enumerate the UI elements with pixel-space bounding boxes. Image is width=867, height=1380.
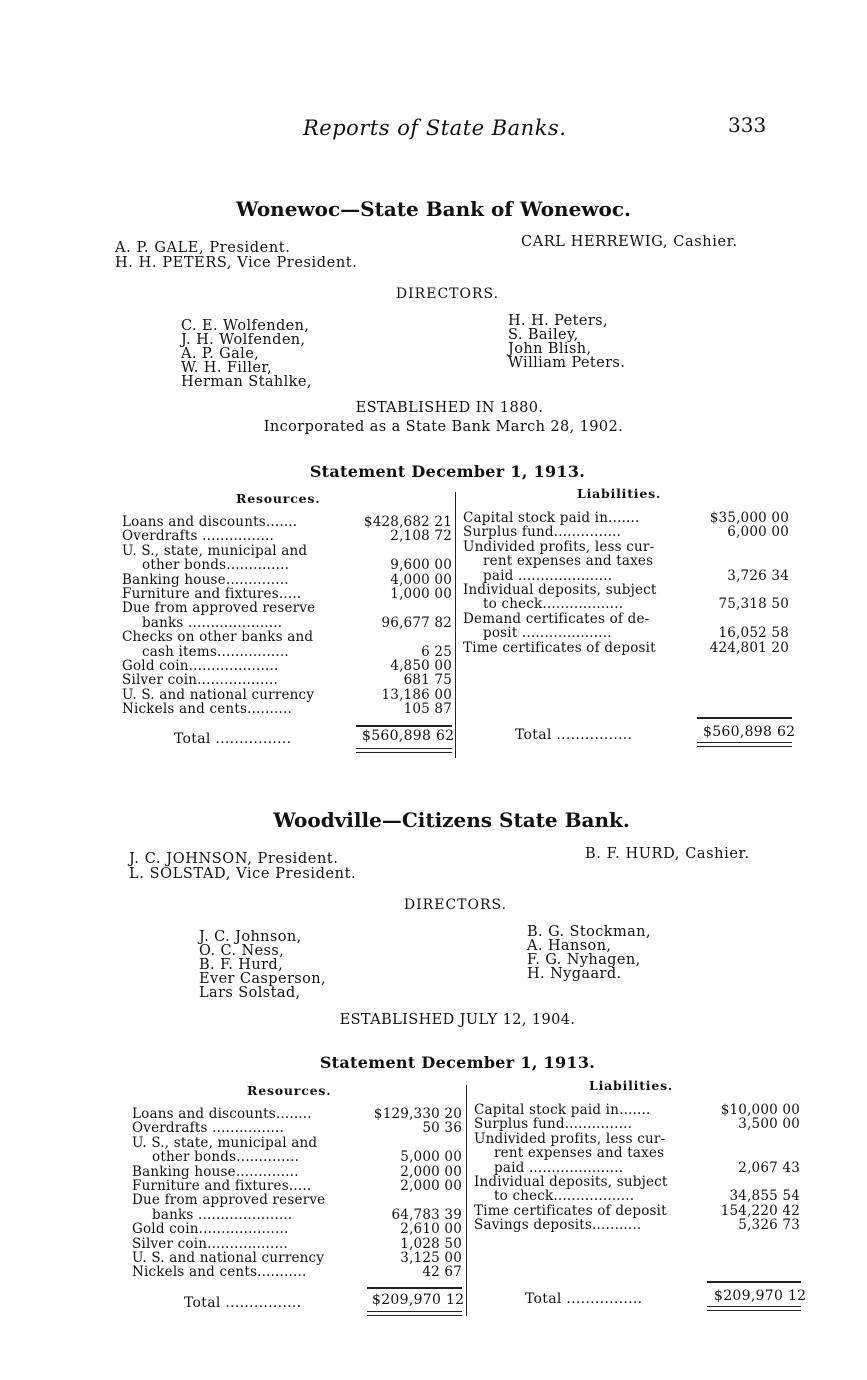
table-row [474, 1146, 800, 1160]
item-label: Furniture and fixtures..... [132, 1177, 312, 1194]
table-row [474, 1204, 800, 1218]
item-amount: 2,000 00 [400, 1163, 462, 1180]
directors-right-list [508, 314, 625, 370]
table-row [132, 1251, 462, 1265]
item-label: Banking house.............. [122, 571, 289, 588]
table-row [132, 1193, 462, 1207]
director: F. G. Nyhagen, [527, 952, 641, 968]
item-label: Banking house.............. [132, 1163, 299, 1180]
item-label: Nickels and cents.......... [122, 701, 292, 718]
double-rule [356, 752, 452, 753]
table-row [122, 673, 452, 687]
table-row [122, 544, 452, 558]
item-label: Furniture and fixtures..... [122, 585, 302, 602]
double-rule [707, 1310, 801, 1311]
item-amount: 34,855 54 [729, 1188, 800, 1205]
item-amount: 424,801 20 [709, 639, 789, 656]
table-row [122, 529, 452, 543]
item-amount: 105 87 [403, 701, 452, 718]
item-amount: 75,318 50 [718, 596, 789, 613]
table-row [122, 702, 452, 716]
director: J. C. Johnson, [199, 929, 302, 945]
established-note: ESTABLISHED JULY 12, 1904. [339, 1012, 576, 1028]
item-label: other bonds.............. [152, 1149, 300, 1166]
item-amount: $35,000 00 [709, 510, 789, 526]
director: W. H. Filler, [181, 360, 273, 376]
table-row [132, 1136, 462, 1150]
item-amount: $129,330 20 [373, 1106, 462, 1122]
director: J. H. Wolfenden, [181, 332, 306, 348]
item-label: U. S., state, municipal and [132, 1134, 318, 1151]
director: C. E. Wolfenden, [181, 318, 310, 334]
table-row [463, 540, 789, 554]
total-resources: $560,898 62 [362, 728, 455, 744]
table-row [474, 1175, 800, 1189]
sum-rule [697, 717, 792, 719]
item-label: paid ..................... [483, 567, 613, 584]
cashier: CARL HERREWIG, Cashier. [521, 234, 738, 250]
item-amount: 16,052 58 [718, 625, 789, 642]
item-amount: 154,220 42 [720, 1202, 800, 1219]
item-amount: 2,610 00 [400, 1221, 462, 1238]
item-label: rent expenses and taxes [494, 1145, 665, 1162]
directors-heading: DIRECTORS. [403, 897, 508, 913]
item-amount: 6,000 00 [727, 524, 789, 541]
item-label: Gold coin.................... [132, 1221, 289, 1238]
item-amount: $428,682 21 [363, 514, 452, 530]
resources-heading: Resources. [247, 1083, 332, 1098]
table-row [132, 1179, 462, 1193]
item-amount: 13,186 00 [381, 686, 452, 703]
item-label: rent expenses and taxes [483, 553, 654, 570]
item-label: Time certificates of deposit [463, 639, 656, 656]
total-liabilities-label [525, 1291, 642, 1307]
item-label: Undivided profits, less cur- [463, 538, 655, 555]
double-rule [697, 742, 792, 743]
item-label: Due from approved reserve [122, 600, 316, 617]
item-amount: 4,850 00 [390, 657, 452, 674]
running-title: Reports of State Banks. [303, 116, 567, 140]
directors-left-list [199, 930, 326, 1000]
item-label: banks ..................... [142, 614, 283, 631]
total-liabilities: $560,898 62 [703, 724, 796, 740]
director: H. Nygaard. [527, 966, 622, 982]
column-divider [455, 492, 456, 758]
item-amount: 2,000 00 [400, 1177, 462, 1194]
table-row [474, 1218, 800, 1232]
item-label: Time certificates of deposit [474, 1202, 667, 1219]
table-row [122, 573, 452, 587]
item-label: paid ..................... [494, 1159, 624, 1176]
director: Ever Casperson, [199, 971, 326, 987]
director: William Peters. [508, 355, 626, 371]
total-label: Total [174, 731, 211, 747]
table-row [122, 630, 452, 644]
total-resources-label [184, 1295, 301, 1311]
item-amount: $10,000 00 [720, 1102, 800, 1118]
table-row [122, 659, 452, 673]
item-amount: 2,108 72 [390, 528, 452, 545]
director: John Blish, [508, 341, 592, 357]
item-amount: 3,726 34 [727, 567, 789, 584]
vice-president: H. H. PETERS, Vice President. [115, 255, 358, 271]
president: A. P. GALE, President. [115, 240, 291, 256]
table-row [132, 1150, 462, 1164]
item-amount: 6 25 [421, 643, 452, 660]
item-amount: 9,600 00 [390, 557, 452, 574]
president: J. C. JOHNSON, President. [129, 851, 339, 867]
sum-rule [707, 1281, 801, 1283]
item-amount: 3,125 00 [400, 1249, 462, 1266]
item-label: other bonds.............. [142, 557, 290, 574]
item-label: cash items................ [142, 643, 289, 660]
total-liabilities: $209,970 12 [714, 1288, 807, 1304]
table-row [463, 641, 789, 655]
resources-table [132, 1107, 462, 1280]
item-label: Surplus fund............... [474, 1116, 633, 1133]
table-row [474, 1103, 800, 1117]
director: S. Bailey, [508, 327, 579, 343]
item-label: Overdrafts ................ [122, 528, 274, 545]
liabilities-table [463, 511, 789, 655]
item-label: Silver coin.................. [132, 1235, 288, 1252]
item-label: U. S. and national currency [122, 686, 315, 703]
director: B. G. Stockman, [527, 924, 651, 940]
table-row [122, 515, 452, 529]
item-label: Individual deposits, subject [474, 1173, 668, 1190]
total-resources-label [174, 731, 291, 747]
double-rule [356, 748, 452, 749]
incorporated-note: Incorporated as a State Bank March 28, 1902. [263, 419, 624, 435]
table-row [132, 1265, 462, 1279]
item-label: Loans and discounts........ [132, 1106, 312, 1122]
total-label: Total [515, 727, 552, 743]
statement-heading: Statement December 1, 1913. [319, 1053, 596, 1072]
table-row [132, 1107, 462, 1121]
table-row [132, 1165, 462, 1179]
director: B. F. Hurd, [199, 957, 284, 973]
item-amount: 4,000 00 [390, 571, 452, 588]
total-resources: $209,970 12 [372, 1292, 465, 1308]
resources-heading: Resources. [236, 491, 321, 506]
item-amount: 42 67 [422, 1264, 462, 1281]
item-label: U. S., state, municipal and [122, 542, 308, 559]
director: A. P. Gale, [181, 346, 260, 362]
table-row [132, 1222, 462, 1236]
table-row [463, 597, 789, 611]
table-row [474, 1117, 800, 1131]
established-note: ESTABLISHED IN 1880. [355, 400, 544, 416]
sum-rule [367, 1287, 462, 1289]
liabilities-table [474, 1103, 800, 1233]
total-liabilities-label [515, 727, 632, 743]
item-amount: 681 75 [403, 672, 452, 689]
sum-rule [356, 725, 452, 727]
table-row [474, 1132, 800, 1146]
page-number: 333 [728, 113, 767, 137]
item-label: posit .................... [483, 625, 612, 642]
total-leader: ................ [556, 727, 633, 743]
table-row [474, 1161, 800, 1175]
item-label: Individual deposits, subject [463, 581, 657, 598]
table-row [474, 1189, 800, 1203]
total-leader: ................ [566, 1291, 643, 1307]
item-label: Demand certificates of de- [463, 610, 650, 627]
item-label: Capital stock paid in....... [474, 1102, 651, 1118]
directors-heading: DIRECTORS. [395, 286, 500, 302]
vice-president: L. SOLSTAD, Vice President. [129, 866, 357, 882]
director: H. H. Peters, [508, 313, 609, 329]
item-label: banks ..................... [152, 1206, 293, 1223]
total-label: Total [184, 1295, 221, 1311]
table-row [463, 569, 789, 583]
total-label: Total [525, 1291, 562, 1307]
double-rule [367, 1311, 462, 1312]
table-row [122, 601, 452, 615]
item-label: Silver coin.................. [122, 672, 278, 689]
table-row [463, 554, 789, 568]
table-row [463, 626, 789, 640]
double-rule [697, 746, 792, 747]
bank-title: Wonewoc—State Bank of Wonewoc. [236, 197, 631, 221]
director: Herman Stahlke, [181, 374, 312, 390]
table-row [132, 1237, 462, 1251]
resources-table [122, 515, 452, 716]
item-label: Surplus fund............... [463, 524, 622, 541]
item-label: Checks on other banks and [122, 629, 314, 646]
item-amount: 1,028 50 [400, 1235, 462, 1252]
item-label: Loans and discounts....... [122, 514, 298, 530]
double-rule [367, 1315, 462, 1316]
table-row [463, 511, 789, 525]
table-row [463, 612, 789, 626]
director: O. C. Ness, [199, 943, 285, 959]
item-amount: 50 36 [422, 1120, 462, 1137]
director: Lars Solstad, [199, 985, 301, 1001]
table-row [122, 616, 452, 630]
table-row [122, 645, 452, 659]
item-label: to check.................. [494, 1188, 635, 1205]
item-label: U. S. and national currency [132, 1249, 325, 1266]
item-label: Undivided profits, less cur- [474, 1130, 666, 1147]
item-label: Due from approved reserve [132, 1192, 326, 1209]
directors-right-list [527, 925, 651, 981]
item-label: to check.................. [483, 596, 624, 613]
total-leader: ................ [215, 731, 292, 747]
column-divider [466, 1085, 467, 1316]
liabilities-heading: Liabilities. [577, 486, 662, 501]
directors-left-list [181, 319, 312, 389]
item-label: Capital stock paid in....... [463, 510, 640, 526]
director: A. Hanson, [527, 938, 612, 954]
item-amount: 3,500 00 [738, 1116, 800, 1133]
double-rule [707, 1306, 801, 1307]
item-label: Savings deposits........... [474, 1217, 642, 1234]
item-amount: 96,677 82 [381, 614, 452, 631]
item-amount: 5,326 73 [738, 1217, 800, 1234]
table-row [463, 583, 789, 597]
liabilities-heading: Liabilities. [589, 1078, 674, 1093]
total-leader: ................ [225, 1295, 302, 1311]
table-row [122, 688, 452, 702]
table-row [132, 1121, 462, 1135]
cashier: B. F. HURD, Cashier. [585, 846, 750, 862]
item-label: Nickels and cents........... [132, 1264, 307, 1281]
bank-title: Woodville—Citizens State Bank. [273, 808, 630, 832]
item-amount: 1,000 00 [390, 585, 452, 602]
table-row [132, 1208, 462, 1222]
item-amount: 5,000 00 [400, 1149, 462, 1166]
table-row [122, 587, 452, 601]
table-row [463, 525, 789, 539]
table-row [122, 558, 452, 572]
item-amount: 64,783 39 [391, 1206, 462, 1223]
item-label: Overdrafts ................ [132, 1120, 284, 1137]
statement-heading: Statement December 1, 1913. [309, 462, 586, 481]
item-amount: 2,067 43 [738, 1159, 800, 1176]
item-label: Gold coin.................... [122, 657, 279, 674]
